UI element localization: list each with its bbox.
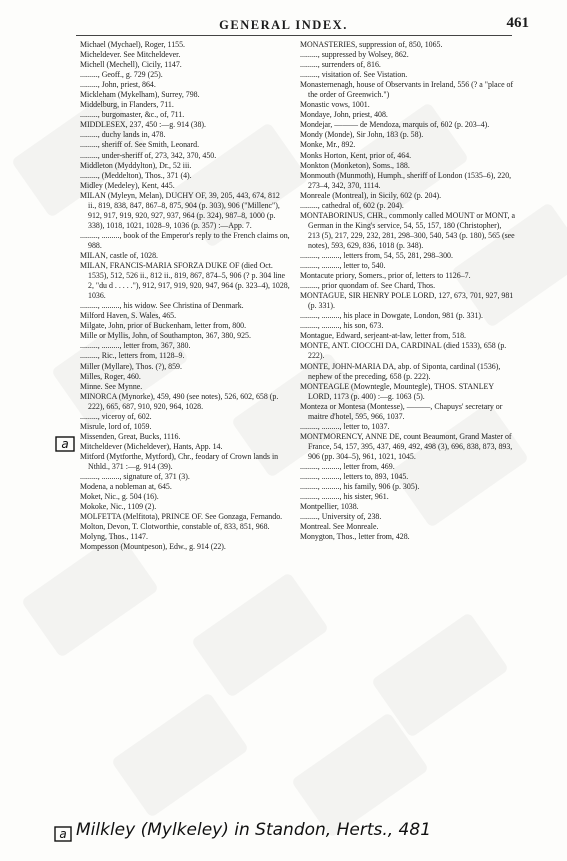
index-entry: Monastic vows, 1001. (300, 100, 370, 110)
index-entry: Mille or Myllis, John, of Southampton, 367, 380, 925. (80, 331, 251, 341)
index-entry: Monygton, Thos., letter from, 428. (300, 532, 410, 542)
index-entry: ........., ........., his son, 673. (300, 321, 384, 331)
index-entry: Monasternenagh, house of Observants in Ireland, 556 (? a "place of the order of Greenwich.") (300, 80, 514, 100)
index-entry: ........., burgomaster, &c., of, 711. (80, 110, 185, 120)
margin-annotation-mark (55, 436, 75, 457)
index-entry: MONTEAGLE (Mowntegle, Mountegle), THOS. STANLEY LORD, 1173 (p. 400) :—g. 1063 (5). (300, 381, 494, 401)
index-entry: Modena, a nobleman at, 645. (80, 482, 172, 492)
index-entry: ........., duchy lands in, 478. (80, 130, 166, 140)
watermark-tile (191, 572, 329, 698)
watermark-tile (111, 692, 249, 818)
footnote-mark (54, 826, 72, 847)
index-entry: Mickleham (Mykelham), Surrey, 798. (80, 90, 200, 100)
page-header (0, 14, 567, 34)
index-entry: Minne. See Mynne. (80, 381, 143, 391)
index-entry: Monks Horton, Kent, prior of, 464. (300, 150, 412, 160)
index-entry: Milgate, John, prior of Buckenham, letter from, 800. (80, 321, 247, 331)
index-entry: Milles, Roger, 460. (80, 371, 141, 381)
index-entry: Monkton (Monketon), Soms., 188. (300, 160, 410, 170)
index-entry: ........., ........., his family, 906 (p. 305). (300, 482, 420, 492)
index-entry: MILAN (Myleyn, Melan), DUCHY OF, 39, 205, 443, 674, 812 ii., 819, 838, 847, 867–8, 875, 904 (p. 303), 906 ("Millenc"), 912, 917, 919, 920, 927, 937, 964 (p. 324), 987–8, 1000 (p. 338), 1018, 1021, 1028–9, 1036 (p. 357) :—App. 7. (80, 190, 280, 230)
index-entry: MILAN, castle of, 1028. (80, 250, 159, 260)
index-entry: Montacute priory, Somers., prior of, letters to 1126–7. (300, 271, 471, 281)
index-entry: ........., surrenders of, 816. (300, 60, 381, 70)
index-entry: Mompesson (Mountpeson), Edw., g. 914 (22). (80, 542, 226, 552)
footnote-letter: a (59, 827, 67, 841)
index-entry: ........., ........., his sister, 961. (300, 492, 389, 502)
index-entry: Micheldever. See Mitcheldever. (80, 50, 181, 60)
index-entry: MONTAGUE, SIR HENRY POLE LORD, 127, 673, 701, 927, 981 (p. 331). (300, 291, 514, 311)
index-entry: ........., (Meddelton), Thos., 371 (4). (80, 170, 192, 180)
index-entry: ........., ........., letter to, 1037. (300, 421, 390, 431)
index-entry: ........., cathedral of, 602 (p. 204). (300, 200, 404, 210)
margin-annotation-letter: a (61, 437, 69, 451)
index-entry: ........., ........., letter from, 367, 380. (80, 341, 191, 351)
index-entry: MONTMORENCY, ANNE DE, count Beaumont, Grand Master of France, 54, 157, 395, 437, 469, 492, 498 (3), 696, 838, 873, 893, 906 (pp. 304–5), 961, 1021, 1045. (300, 431, 513, 461)
index-entry: MINORCA (Mynorke), 459, 490 (see notes), 526, 602, 658 (p. 222), 665, 687, 910, 920, 964, 1028. (80, 391, 279, 411)
index-entry: ........., ........., signature of, 371 (3). (80, 472, 190, 482)
index-entry: Michell (Mechell), Cicily, 1147. (80, 60, 182, 70)
page-number: 461 (506, 15, 529, 31)
index-entry: ........., ........., his place in Dowgate, London, 981 (p. 331). (300, 311, 483, 321)
index-entry: Miller (Myllare), Thos. (?), 859. (80, 361, 182, 371)
index-entry: MOLFETTA (Melfitota), PRINCE OF. See Gonzaga, Fernando. (80, 512, 283, 522)
index-entry: ........., prior quondam of. See Chard, Thos. (300, 281, 436, 291)
boxed-letter-icon (55, 436, 75, 452)
index-entry: Middelburg, in Flanders, 711. (80, 100, 174, 110)
index-entry: MONTABORINUS, CHR., commonly called MOUNT or MONT, a German in the King's service, 54, 55, 157, 180 (Christopher), 213 (5), 217, 229, 232, 281, 298–300, 540, 543 (p. 180), 565 (see notes), 593, 629, 836, 1018 (p. 348). (300, 210, 515, 250)
index-entry: ........., under-sheriff of, 273, 342, 370, 450. (80, 150, 217, 160)
boxed-letter-icon (54, 826, 72, 842)
index-entry: ........., viceroy of, 602. (80, 411, 152, 421)
index-entry: Monmouth (Munmoth), Humph., sheriff of London (1535–6), 220, 273–4, 342, 370, 1114. (300, 170, 512, 190)
index-entry: Missenden, Great, Bucks, 1116. (80, 431, 181, 441)
index-column-right (300, 40, 515, 542)
index-entry: ........., University of, 238. (300, 512, 382, 522)
index-entry: Moket, Nic., g. 504 (16). (80, 492, 159, 502)
index-entry: MONTE, JOHN-MARIA DA, abp. of Siponta, cardinal (1536), nephew of the preceding, 658 (p. 222). (300, 361, 501, 381)
index-entry: Misrule, lord of, 1059. (80, 421, 152, 431)
index-entry: ........., John, priest, 864. (80, 80, 156, 90)
index-entry: Monteza or Montesa (Montesse), ———, Chapuys' secretary or maitre d'hotel, 595, 966, 1037. (300, 401, 503, 421)
index-entry: Midley (Medeley), Kent, 445. (80, 180, 175, 190)
index-entry: Montreal. See Monreale. (300, 522, 379, 532)
index-entry: ........., ........., letters to, 893, 1045. (300, 472, 409, 482)
index-entry: ........., visitation of. See Vistation. (300, 70, 408, 80)
index-entry: Molton, Devon, T. Clotworthie, constable of, 833, 851, 968. (80, 522, 270, 532)
index-entry: Mitford (Mytforthe, Mytford), Chr., feodary of Crown lands in Nthld., 371 :—g. 914 (39). (80, 451, 279, 471)
header-rule (76, 35, 512, 36)
index-entry: Mondejar, ——— de Mendoza, marquis of, 602 (p. 203–4). (300, 120, 490, 130)
page-title: GENERAL INDEX. (219, 18, 348, 32)
index-entry: ........., suppressed by Wolsey, 862. (300, 50, 409, 60)
index-entry: Michael (Mychael), Roger, 1155. (80, 40, 186, 49)
index-entry: Mokoke, Nic., 1109 (2). (80, 502, 157, 512)
index-entry: ........., ........., letter from, 469. (300, 461, 395, 471)
index-entry: ........., sheriff of. See Smith, Leonard. (80, 140, 200, 150)
index-entry: Molyng, Thos., 1147. (80, 532, 148, 542)
index-entry: Montague, Edward, serjeant-at-law, letter from, 518. (300, 331, 467, 341)
index-entry: ........., ........., book of the Emperor's reply to the French claims on, 988. (80, 230, 290, 250)
index-entry: Middleton (Myddylton), Dr., 52 iii. (80, 160, 192, 170)
index-entry: MILAN, FRANCIS-MARIA SFORZA DUKE OF (died Oct. 1535), 512, 526 ii., 812 ii., 819, 867, 874–5, 906 (? p. 304 line 2, "du d . . . . ."), 912, 917, 919, 920, 947, 964 (p. 323–4), 1028, 1036. (80, 261, 290, 301)
index-entry: Monreale (Montreal), in Sicily, 602 (p. 204). (300, 190, 442, 200)
index-entry: ........., ........., his widow. See Christina of Denmark. (80, 301, 244, 311)
index-entry: ........., ........., letter to, 540. (300, 261, 386, 271)
index-column-left (80, 40, 290, 552)
index-entry: Mondaye, John, priest, 408. (300, 110, 388, 120)
handwritten-footnote: Milkley (Mylkeley) in Standon, Herts., 481 (76, 820, 432, 840)
index-entry: Montpellier, 1038. (300, 502, 359, 512)
index-entry: ........., ........., letters from, 54, 55, 281, 298–300. (300, 250, 453, 260)
index-entry: MIDDLESEX, 237, 450 :—g. 914 (38). (80, 120, 207, 130)
index-entry: ........., Geoff., g. 729 (25). (80, 70, 163, 80)
index-entry: Mondy (Monde), Sir John, 183 (p. 58). (300, 130, 424, 140)
index-entry: ........., Ric., letters from, 1128–9. (80, 351, 185, 361)
index-entry: Mitcheldever (Micheldever), Hants, App. 14. (80, 441, 223, 451)
index-entry: MONTE, ANT. CIOCCHI DA, CARDINAL (died 1533), 658 (p. 222). (300, 341, 507, 361)
index-entry: Milford Haven, S. Wales, 465. (80, 311, 177, 321)
index-entry: Monke, Mr., 892. (300, 140, 356, 150)
index-entry: MONASTERIES, suppression of, 850, 1065. (300, 40, 443, 49)
